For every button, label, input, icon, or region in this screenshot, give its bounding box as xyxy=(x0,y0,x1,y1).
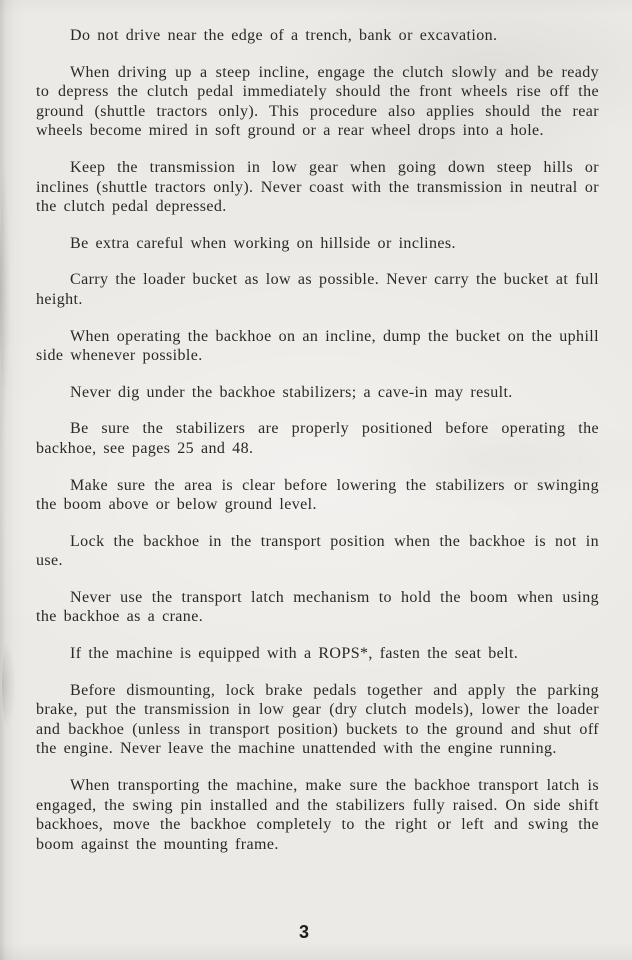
safety-paragraph: Do not drive near the edge of a trench, bank or excavation. xyxy=(70,27,498,44)
scan-edge-shadow xyxy=(0,160,10,420)
safety-paragraph: Lock the backhoe in the transport position when the backhoe is not in use. xyxy=(36,532,599,570)
safety-paragraph: Make sure the area is clear before lowering the stabilizers or swinging the boom above or below ground level. xyxy=(36,476,599,514)
safety-paragraph: Keep the transmission in low gear when going down steep hills or inclines (shuttle tractors only). Never coast with the transmission in neutral or the clutch pedal depressed. xyxy=(36,158,599,216)
scan-edge-shadow xyxy=(2,640,16,730)
safety-paragraph: Carry the loader bucket as low as possible. Never carry the bucket at full height. xyxy=(36,271,599,308)
page-body-text xyxy=(36,26,599,871)
safety-paragraph: When driving up a steep incline, engage the clutch slowly and be ready to depress the clutch pedal immediately should the front wheels rise off the ground (shuttle tractors only). This procedure also applies should the rear wheels become mired in soft ground or a rear wheel drops into a hole. xyxy=(36,63,599,140)
safety-paragraph: Before dismounting, lock brake pedals together and apply the parking brake, put the transmission in low gear (dry clutch models), lower the loader and backhoe (unless in transport position) buckets to the ground and shut off the engine. Never leave the machine unattended with the engine running. xyxy=(36,681,599,758)
safety-paragraph: When transporting the machine, make sure the backhoe transport latch is engaged, the swing pin installed and the stabilizers fully raised. On side shift backhoes, move the backhoe completely to the right or left and swing the boom against the mounting frame. xyxy=(36,777,599,853)
safety-paragraph: Be extra careful when working on hillside or inclines. xyxy=(70,234,456,252)
safety-paragraph: Never use the transport latch mechanism to hold the boom when using the backhoe as a crane. xyxy=(36,588,599,626)
safety-paragraph: Be sure the stabilizers are properly positioned before operating the backhoe, see pages 25 and 48. xyxy=(36,420,599,457)
safety-paragraph: Never dig under the backhoe stabilizers; a cave-in may result. xyxy=(70,383,513,401)
page-number: 3 xyxy=(298,922,309,942)
safety-paragraph: If the machine is equipped with a ROPS*, fasten the seat belt. xyxy=(70,645,519,663)
safety-paragraph: When operating the backhoe on an incline, dump the bucket on the uphill side whenever possible. xyxy=(36,327,599,365)
